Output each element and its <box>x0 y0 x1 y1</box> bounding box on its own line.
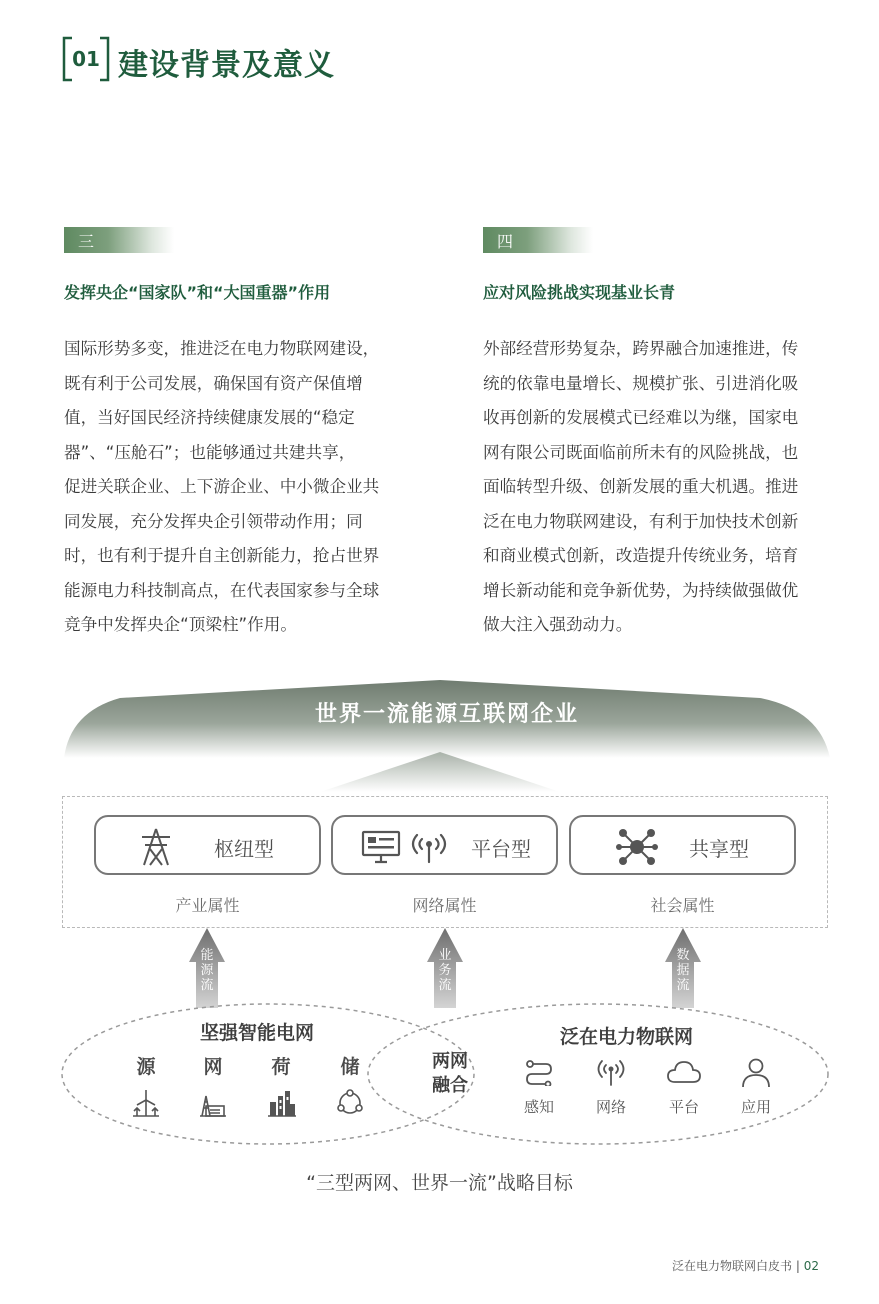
body-line: 同发展，充分发挥央企引领带动作用；同 <box>64 511 363 531</box>
smart-grid-title: 坚强智能电网 <box>200 1022 315 1044</box>
body-line: 网有限公司既面临前所未有的风险挑战，也 <box>483 442 799 462</box>
grid-char-source: 源 <box>136 1056 156 1078</box>
type-label-hub: 枢纽型 <box>214 837 274 861</box>
user-icon <box>740 1056 772 1088</box>
sensor-icon <box>524 1058 554 1086</box>
type-label-platform: 平台型 <box>471 837 531 861</box>
footer-separator: | <box>795 1259 800 1273</box>
section-number: 01 <box>72 47 100 71</box>
substation-icon <box>198 1088 228 1118</box>
flow-char: 能 <box>200 948 214 963</box>
page-title: 建设背景及意义 <box>118 48 335 83</box>
signal-icon <box>411 830 447 864</box>
data-flow-label <box>673 948 693 993</box>
flow-char: 据 <box>676 963 690 978</box>
page-number: 02 <box>803 1259 819 1273</box>
type-label-shared: 共享型 <box>689 837 749 861</box>
page-footer <box>672 1257 819 1274</box>
body-line: 国际形势多变，推进泛在电力物联网建设， <box>64 339 380 358</box>
flow-char: 业 <box>438 948 452 963</box>
energy-flow-label <box>197 948 217 993</box>
power-tower-icon <box>138 827 174 867</box>
grid-char-storage: 储 <box>340 1056 360 1078</box>
column-tag-four: 四 <box>483 227 593 253</box>
fusion-label <box>425 1050 475 1098</box>
attribute-social: 社会属性 <box>650 896 715 915</box>
body-line: 值，当好国民经济持续健康发展的“稳定 <box>64 408 355 427</box>
wind-turbine-icon <box>131 1088 161 1118</box>
grid-char-network: 网 <box>203 1056 223 1078</box>
flow-char: 流 <box>676 978 690 993</box>
type-card-hub <box>94 815 321 875</box>
body-line: 时，也有利于提升自主创新能力，抢占世界 <box>64 546 380 565</box>
body-line: 外部经营形势复杂，跨界融合加速推进，传 <box>483 339 799 358</box>
business-flow-label <box>435 948 455 993</box>
iot-label-sense: 感知 <box>523 1098 554 1116</box>
column-body-right <box>483 332 828 643</box>
type-card-shared <box>569 815 796 875</box>
cloud-icon <box>666 1058 702 1086</box>
monitor-icon <box>361 830 401 864</box>
body-line: 增长新动能和竞争新优势，为持续做强做优 <box>483 580 799 600</box>
iot-label-network: 网络 <box>595 1098 626 1116</box>
network-nodes-icon <box>615 825 659 869</box>
flow-char: 务 <box>438 963 452 978</box>
body-line: 竞争中发挥央企“顶梁柱”作用。 <box>64 615 297 634</box>
section-badge <box>62 36 110 82</box>
diagram-caption: “三型两网、世界一流”战略目标 <box>306 1172 573 1194</box>
goal-title: 世界一流能源互联网企业 <box>314 702 579 727</box>
attribute-industry: 产业属性 <box>175 896 240 915</box>
antenna-icon <box>596 1058 626 1086</box>
type-card-platform <box>331 815 558 875</box>
footer-doc-title: 泛在电力物联网白皮书 <box>672 1259 793 1273</box>
column-heading-right: 应对风险挑战实现基业长青 <box>483 283 676 302</box>
attribute-network: 网络属性 <box>412 896 477 915</box>
column-heading-left: 发挥央企“国家队”和“大国重器”作用 <box>64 283 331 302</box>
storage-cycle-icon <box>335 1088 365 1118</box>
flow-char: 数 <box>676 948 690 963</box>
column-body-left <box>64 332 409 643</box>
iot-label-application: 应用 <box>740 1098 771 1116</box>
fusion-line-1: 两网 <box>432 1051 468 1072</box>
column-tag-three: 三 <box>64 227 174 253</box>
body-line: 做大注入强劲动力。 <box>483 615 633 634</box>
body-line: 统的依靠电量增长、规模扩张、引进消化吸 <box>483 373 799 393</box>
body-line: 能源电力科技制高点，在代表国家参与全球 <box>64 580 380 600</box>
body-line: 泛在电力物联网建设，有利于加快技术创新 <box>483 511 799 531</box>
body-line: 器”、“压舱石”；也能够通过共建共享， <box>64 442 356 462</box>
body-line: 既有利于公司发展，确保国有资产保值增 <box>64 373 363 393</box>
fusion-line-2: 融合 <box>432 1075 468 1096</box>
iot-title: 泛在电力物联网 <box>560 1026 694 1048</box>
iot-label-platform: 平台 <box>668 1098 699 1116</box>
body-line: 收再创新的发展模式已经难以为继，国家电 <box>483 408 799 427</box>
flow-char: 流 <box>200 978 214 993</box>
body-line: 面临转型升级、创新发展的重大机遇。推进 <box>483 477 799 496</box>
flow-char: 源 <box>200 963 214 978</box>
flow-char: 流 <box>438 978 452 993</box>
body-line: 促进关联企业、上下游企业、中小微企业共 <box>64 477 380 496</box>
body-line: 和商业模式创新，改造提升传统业务，培育 <box>483 546 799 565</box>
grid-char-load: 荷 <box>271 1056 291 1078</box>
factory-icon <box>267 1088 297 1118</box>
